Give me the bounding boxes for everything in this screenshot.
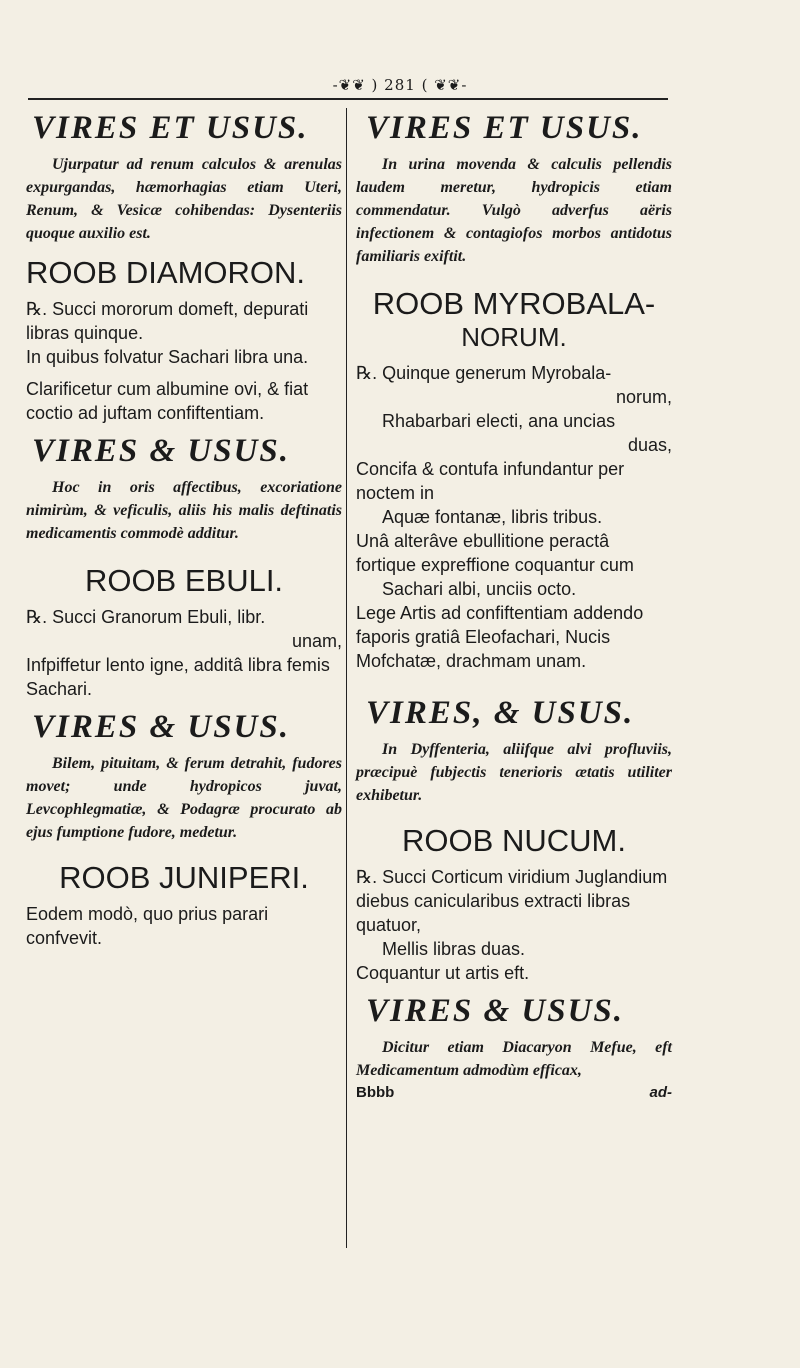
section-heading: VIRES & USUS. bbox=[32, 709, 291, 745]
recipe-title: ROOB MYROBALA- bbox=[372, 286, 656, 321]
recipe-line: ℞. Succi Corticum viridium Juglandium diebus canicularibus extracti libras quatuor, bbox=[356, 867, 668, 935]
recipe-body bbox=[26, 902, 342, 950]
section-heading: VIRES ET USUS. bbox=[366, 110, 643, 146]
section-heading: VIRES, & USUS. bbox=[366, 695, 635, 731]
section-heading: VIRES & USUS. bbox=[32, 433, 291, 469]
signature-mark: Bbbb bbox=[356, 1084, 395, 1101]
recipe-line: Eodem modò, quo prius parari confvevit. bbox=[26, 904, 269, 948]
column-divider bbox=[346, 108, 347, 1248]
section-text: Dicitur etiam Diacaryon Mefue, eft Medicamentum admodùm efficax, bbox=[356, 1039, 672, 1079]
left-column bbox=[26, 102, 342, 958]
section-heading: VIRES & USUS. bbox=[366, 993, 625, 1029]
recipe-title: ROOB NUCUM. bbox=[402, 823, 626, 858]
recipe-line: Coquantur ut artis eft. bbox=[356, 963, 530, 983]
recipe-line: Concifa & contufa infundantur per noctem in bbox=[356, 459, 625, 503]
section-text: Ujurpatur ad renum calculos & arenulas expurgandas, hæmorhagias etiam Uteri, Renum, & Vesicæ cohibendas: Dysenteriis quoque auxilio est. bbox=[26, 156, 342, 242]
recipe-title-continued: NORUM. bbox=[461, 322, 567, 352]
recipe-title: ROOB DIAMORON. bbox=[26, 255, 306, 290]
recipe-line: unam, bbox=[291, 631, 342, 651]
recipe-line: Rhabarbari electi, ana uncias bbox=[382, 411, 616, 431]
catchword: ad- bbox=[649, 1084, 672, 1101]
recipe-line: ℞. Succi Granorum Ebuli, libr. bbox=[26, 607, 266, 627]
running-head: -❦❦ ) 281 ( ❦❦- bbox=[332, 76, 468, 94]
section-heading: VIRES ET USUS. bbox=[32, 110, 309, 146]
right-column bbox=[356, 102, 672, 1101]
recipe-line: duas, bbox=[627, 435, 672, 455]
recipe-line: Infpiffetur lento igne, additâ libra femis Sachari. bbox=[26, 655, 330, 699]
recipe-body bbox=[26, 605, 342, 701]
recipe-line: Lege Artis ad confiftentiam addendo faporis gratiâ Eleofachari, Nucis Mofchatæ, drachmam unam. bbox=[356, 603, 644, 671]
recipe-title: ROOB JUNIPERI. bbox=[59, 860, 309, 895]
recipe-line: Sachari albi, unciis octo. bbox=[382, 579, 577, 599]
section-text: Hoc in oris affectibus, excoriatione nimirùm, & veficulis, aliis his malis deftinatis medicamentis commodè additur. bbox=[26, 479, 342, 542]
section-text: Bilem, pituitam, & ferum detrahit, fudores movet; unde hydropicos juvat, Levcophlegmatiæ, & Podagræ procurato ab ejus fumptione fudore, medetur. bbox=[26, 755, 342, 841]
recipe-line: Clarificetur cum albumine ovi, & fiat coctio ad juftam confiftentiam. bbox=[26, 379, 309, 423]
recipe-body bbox=[356, 361, 672, 673]
section-text: In urina movenda & calculis pellendis laudem meretur, hydropicis etiam commendatur. Vulgò adverfus aëris infectionem & contagiofos morbos antidotus familiaris exiftit. bbox=[356, 156, 672, 265]
recipe-line: In quibus folvatur Sachari libra una. bbox=[26, 347, 309, 367]
recipe-body bbox=[26, 297, 342, 425]
recipe-line: Unâ alterâve ebullitione peractâ fortique expreffione coquantur cum bbox=[356, 531, 634, 575]
recipe-line: Aquæ fontanæ, libris tribus. bbox=[382, 507, 603, 527]
recipe-line: ℞. Quinque generum Myrobala- bbox=[356, 363, 612, 383]
section-text: In Dyffenteria, aliifque alvi profluviis, præcipuè fubjectis tenerioris ætatis utiliter exhibetur. bbox=[356, 741, 672, 804]
recipe-line: ℞. Succi mororum domeft, depurati libras quinque. bbox=[26, 299, 309, 343]
header-rule bbox=[28, 98, 668, 100]
recipe-line: Mellis libras duas. bbox=[382, 939, 526, 959]
signature-line bbox=[356, 1084, 672, 1101]
recipe-title: ROOB EBULI. bbox=[84, 563, 284, 598]
recipe-body bbox=[356, 865, 672, 985]
recipe-line: norum, bbox=[615, 387, 672, 407]
